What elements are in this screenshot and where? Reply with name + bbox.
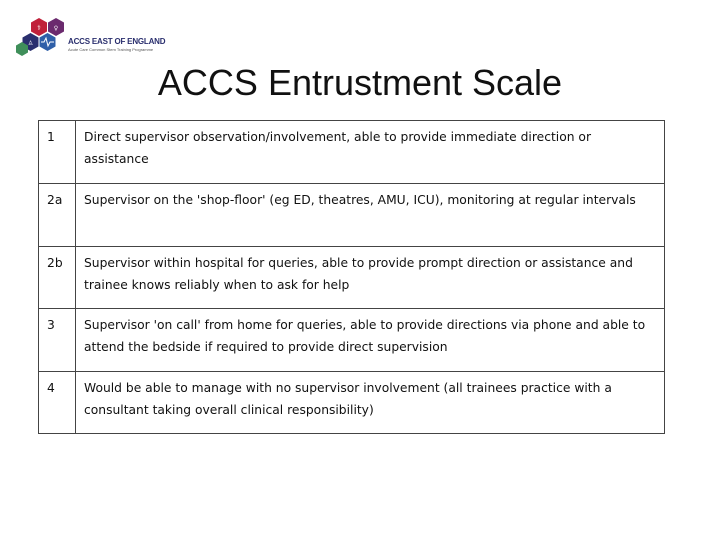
page-title: ACCS Entrustment Scale — [157, 62, 563, 103]
level-cell: 3 — [39, 309, 76, 372]
svg-text:♙: ♙ — [27, 40, 34, 47]
table-row — [39, 309, 665, 372]
hexagon-logo-icon — [14, 16, 68, 62]
logo-subtitle: Acute Care Common Stem Training Programme — [68, 47, 154, 52]
description-cell: Supervisor on the 'shop-floor' (eg ED, theatres, AMU, ICU), monitoring at regular intervals — [76, 184, 665, 247]
table-row — [39, 121, 665, 184]
level-cell: 2a — [39, 184, 76, 247]
table-row — [39, 184, 665, 247]
logo-title: ACCS EAST OF ENGLAND — [68, 37, 166, 46]
svg-text:⚕: ⚕ — [37, 24, 41, 32]
table-row — [39, 372, 665, 434]
level-cell: 1 — [39, 121, 76, 184]
entrustment-scale-table — [38, 120, 665, 434]
description-cell: Direct supervisor observation/involvement, able to provide immediate direction or assistance — [76, 121, 665, 184]
description-cell: Supervisor within hospital for queries, able to provide prompt direction or assistance and trainee knows reliably when to ask for help — [76, 247, 665, 309]
description-cell: Would be able to manage with no supervisor involvement (all trainees practice with a consultant taking overall clinical responsibility) — [76, 372, 665, 434]
level-cell: 2b — [39, 247, 76, 309]
svg-text:♀: ♀ — [53, 25, 59, 32]
accs-logo — [14, 16, 184, 62]
description-cell: Supervisor 'on call' from home for queries, able to provide directions via phone and able to attend the bedside if required to provide direct supervision — [76, 309, 665, 372]
level-cell: 4 — [39, 372, 76, 434]
table-row — [39, 247, 665, 309]
